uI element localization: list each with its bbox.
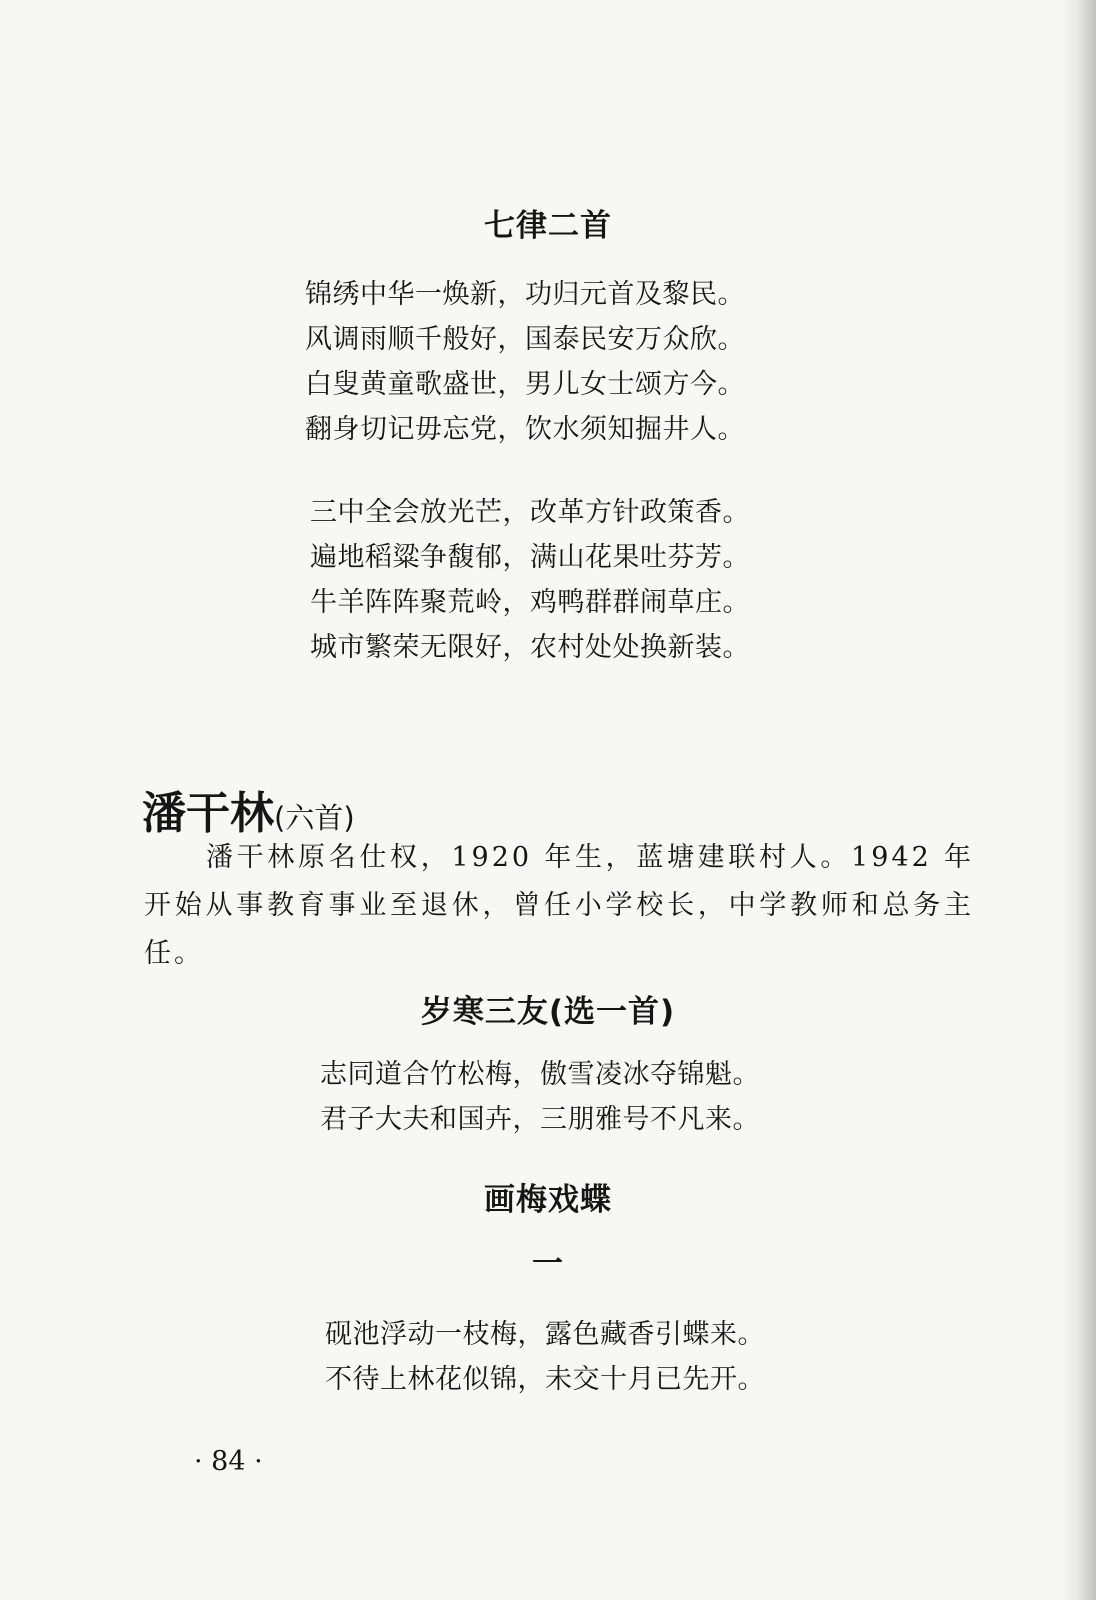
section-number: 一 [532, 1246, 564, 1282]
poem-line: 遍地稻粱争馥郁，满山花果吐芬芳。 [310, 542, 750, 573]
poem-title: 岁寒三友(选一首) [420, 994, 676, 1030]
poem-stanza [325, 1312, 765, 1402]
author-name: 潘干林 [142, 788, 274, 839]
poem-line: 锦绣中华一焕新，功归元首及黎民。 [305, 279, 745, 310]
poem-line: 君子大夫和国卉，三朋雅号不凡来。 [320, 1104, 760, 1135]
poem-stanza [305, 272, 745, 452]
poem-title: 画梅戏蝶 [484, 1182, 612, 1218]
poem-line: 翻身切记毋忘党，饮水须知掘井人。 [305, 414, 745, 445]
author-bio: 潘干林原名仕权，1920 年生，蓝塘建联村人。1942 年开始从事教育事业至退休，曾任小学校长，中学教师和总务主任。 [144, 842, 974, 969]
poem-line: 砚池浮动一枝梅，露色藏香引蝶来。 [325, 1319, 765, 1350]
poem-line: 三中全会放光芒，改革方针政策香。 [310, 497, 750, 528]
poem-line: 不待上林花似锦，未交十月已先开。 [325, 1364, 765, 1395]
poem-line: 城市繁荣无限好，农村处处换新装。 [310, 632, 750, 663]
author-poem-count: (六首) [274, 801, 355, 835]
poem-title: 七律二首 [484, 208, 612, 244]
poem-line: 志同道合竹松梅，傲雪凌冰夺锦魁。 [320, 1059, 760, 1090]
poem-line: 风调雨顺千般好，国泰民安万众欣。 [305, 324, 745, 355]
poem-stanza [320, 1052, 760, 1142]
page-number: · 84 · [194, 1446, 263, 1477]
poem-line: 牛羊阵阵聚荒岭，鸡鸭群群闹草庄。 [310, 587, 750, 618]
poem-line: 白叟黄童歌盛世，男儿女士颂方今。 [305, 369, 745, 400]
poem-stanza [310, 490, 750, 670]
